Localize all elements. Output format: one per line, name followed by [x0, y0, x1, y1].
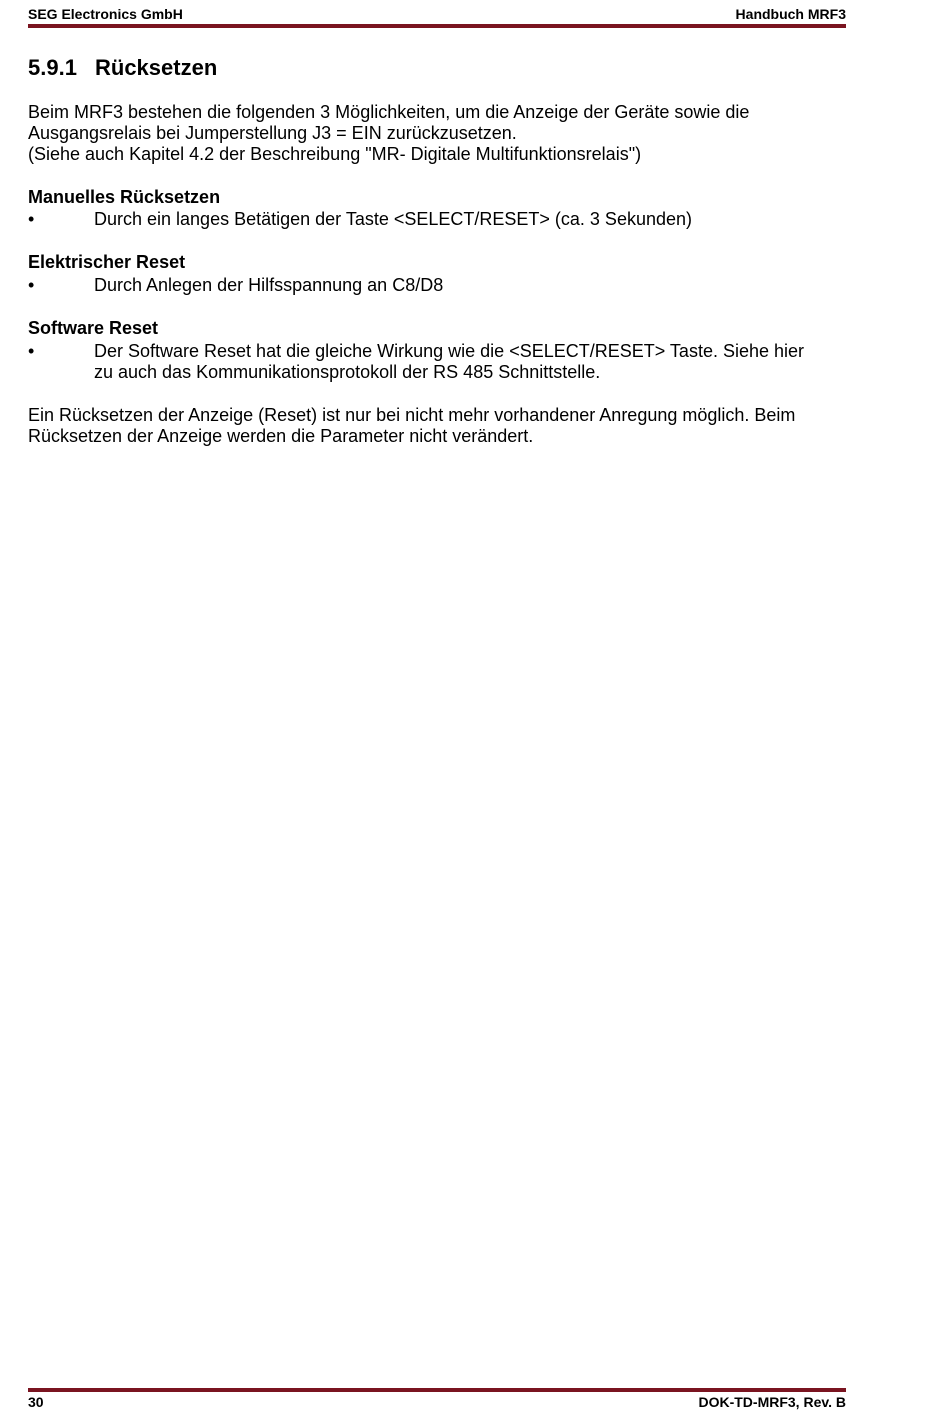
intro-paragraph — [28, 102, 846, 165]
bullet-line: Durch Anlegen der Hilfsspannung an C8/D8 — [94, 275, 444, 295]
electric-reset-heading: Elektrischer Reset — [28, 252, 186, 272]
bullet-line: Der Software Reset hat die gleiche Wirkung wie die <SELECT/RESET> Taste. Siehe hier — [94, 341, 805, 361]
section-title: Rücksetzen — [95, 55, 218, 80]
bullet-text — [94, 209, 846, 230]
section-heading — [28, 55, 217, 81]
page-footer — [28, 1394, 846, 1412]
document-id: DOK-TD-MRF3, Rev. B — [698, 1394, 846, 1410]
manual-reset-heading: Manuelles Rücksetzen — [28, 187, 221, 207]
header-manual-title: Handbuch MRF3 — [735, 6, 846, 22]
bullet-icon: • — [28, 209, 35, 229]
footer-rule — [28, 1388, 846, 1392]
software-reset-heading: Software Reset — [28, 318, 159, 338]
bullet-icon: • — [28, 275, 35, 295]
closing-line: Ein Rücksetzen der Anzeige (Reset) ist nur bei nicht mehr vorhandener Anregung möglich. Beim — [28, 405, 796, 425]
bullet-line: zu auch das Kommunikationsprotokoll der RS 485 Schnittstelle. — [94, 362, 601, 382]
intro-line: Beim MRF3 bestehen die folgenden 3 Möglichkeiten, um die Anzeige der Geräte sowie die — [28, 102, 750, 122]
section-number: 5.9.1 — [28, 55, 77, 80]
page-number: 30 — [28, 1394, 44, 1410]
bullet-text — [94, 341, 846, 383]
bullet-text — [94, 275, 846, 296]
bullet-line: Durch ein langes Betätigen der Taste <SELECT/RESET> (ca. 3 Sekunden) — [94, 209, 692, 229]
closing-line: Rücksetzen der Anzeige werden die Parameter nicht verändert. — [28, 426, 534, 446]
page-header — [28, 6, 846, 24]
intro-line: (Siehe auch Kapitel 4.2 der Beschreibung "MR- Digitale Multifunktionsrelais") — [28, 144, 642, 164]
closing-paragraph — [28, 405, 846, 447]
header-company: SEG Electronics GmbH — [28, 6, 183, 22]
intro-line: Ausgangsrelais bei Jumperstellung J3 = EIN zurückzusetzen. — [28, 123, 517, 143]
bullet-icon: • — [28, 341, 35, 361]
header-rule — [28, 24, 846, 28]
